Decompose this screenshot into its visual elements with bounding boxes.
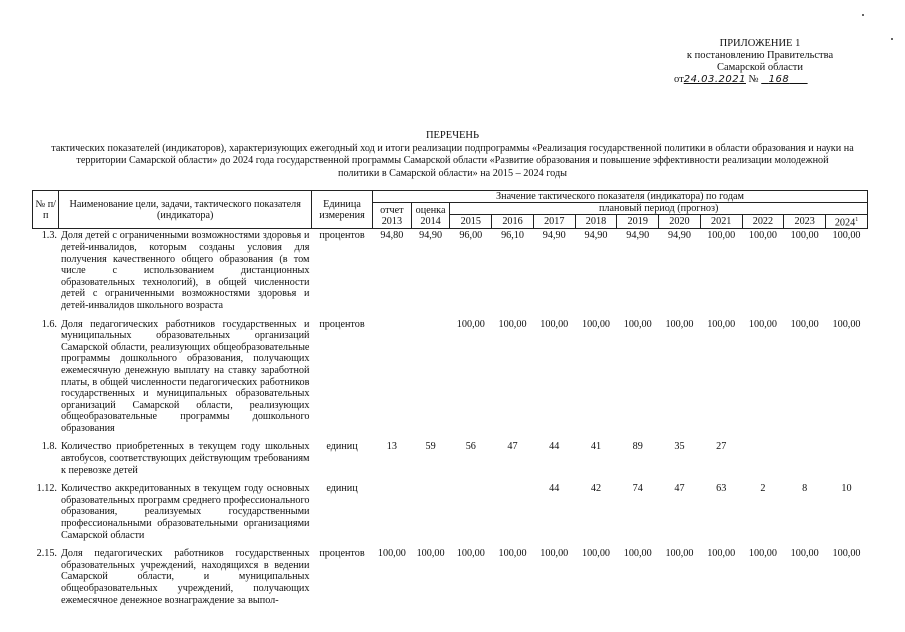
value-cell: 94,90 [668, 230, 691, 242]
value-cell: 100,00 [707, 230, 736, 242]
header-values-group: Значение тактического показателя (индикатора) по годам [373, 191, 868, 203]
row-number: 1.3. [41, 230, 57, 242]
header-num: № п/п [33, 191, 59, 229]
appendix-title: ПРИЛОЖЕНИЕ 1 [719, 38, 801, 49]
header-planned: плановый период (прогноз) [450, 203, 868, 215]
number-prefix: № [748, 74, 759, 85]
value-cell: 44 [549, 483, 560, 495]
appendix-line-region: Самарской области [717, 62, 803, 73]
table-body [33, 229, 868, 612]
value-cell: 100,00 [790, 318, 819, 330]
unit-cell: процентов [319, 548, 365, 560]
value-cell: 100,00 [790, 548, 819, 560]
table-row [33, 318, 868, 441]
scan-speck [891, 38, 893, 40]
value-cell: 8 [802, 483, 808, 495]
value-cell [373, 318, 412, 441]
value-cell: 96,00 [459, 230, 483, 242]
value-cell: 100,00 [665, 548, 694, 560]
value-cell: 94,90 [542, 230, 566, 242]
document-title [20, 130, 885, 180]
value-cell [411, 318, 450, 441]
value-cell: 100,00 [498, 318, 527, 330]
value-cell: 100,00 [456, 548, 485, 560]
value-cell: 100,00 [581, 548, 610, 560]
value-cell: 100,00 [707, 318, 736, 330]
value-cell: 100,00 [832, 548, 861, 560]
indicator-name: Доля педагогических работников государственных образовательных учреждений, находящихся в ведении Самарской области, и муниципальных общеобразовательных учреждений, получающих ежемесячное денежное вознаграждение за выпол- [60, 548, 310, 606]
header-year-label: 2019 [627, 216, 648, 228]
row-number: 1.8. [41, 441, 57, 453]
header-year-label: 2020 [669, 216, 690, 228]
header-year [784, 215, 826, 229]
row-number: 1.12. [36, 483, 57, 495]
indicator-name: Количество приобретенных в текущем году школьных автобусов, соответствующих действующим требованиям к перевозке детей [60, 441, 310, 476]
row-number: 2.15. [36, 548, 57, 560]
value-cell: 94,80 [380, 230, 404, 242]
header-year [826, 215, 868, 229]
appendix-date-line [660, 74, 860, 86]
value-cell: 59 [425, 441, 436, 453]
value-cell: 100,00 [832, 230, 861, 242]
value-cell: 94,90 [626, 230, 650, 242]
value-cell [784, 440, 826, 482]
value-cell: 100,00 [832, 318, 861, 330]
value-cell: 100,00 [540, 548, 569, 560]
footnote-mark: 1 [855, 217, 859, 223]
header-year [492, 215, 534, 229]
value-cell: 2 [760, 483, 766, 495]
value-cell [450, 482, 492, 547]
header-year [742, 215, 784, 229]
table-row [33, 547, 868, 612]
value-cell: 100,00 [707, 548, 736, 560]
appendix-line-resolution: к постановлению Правительства [686, 50, 834, 61]
unit-cell: процентов [319, 230, 365, 242]
value-cell: 63 [716, 483, 727, 495]
value-cell: 44 [549, 441, 560, 453]
value-cell: 10 [841, 483, 852, 495]
appendix-header [660, 38, 860, 86]
scan-speck [862, 14, 864, 16]
row-number: 1.6. [41, 318, 57, 330]
handwritten-date: 24.03.2021 [683, 74, 746, 85]
handwritten-number-value: 168 [768, 74, 790, 85]
table-row [33, 229, 868, 318]
value-cell: 56 [465, 441, 476, 453]
title-line-3: политики в Самарской области» на 2015 – 2024 годы [338, 167, 567, 179]
header-year-label: 2023 [794, 216, 815, 228]
header-estimate [411, 203, 450, 229]
title-heading: ПЕРЕЧЕНЬ [425, 130, 480, 141]
value-cell: 41 [590, 441, 602, 453]
value-cell [826, 440, 868, 482]
header-year-label: 2016 [502, 216, 523, 228]
date-prefix: от [674, 74, 684, 85]
indicator-name: Доля педагогических работников государственных и муниципальных образовательных организаций Самарской области, реализующих общеобразовательные программы дошкольного образования, получающих ежемесячную денежную выплату на ставку заработной платы, в общей численности педагогических работников государственных и муниципальных образовательных организаций Самарской области, реализующих общеобразовательные программы дошкольного образования [60, 318, 310, 434]
table-row [33, 482, 868, 547]
value-cell [742, 440, 784, 482]
value-cell: 100,00 [748, 318, 777, 330]
value-cell: 100,00 [665, 318, 694, 330]
header-year: 2013 [381, 215, 403, 227]
header-unit: Единица измерения [311, 191, 372, 229]
title-line-1: тактических показателей (индикаторов), характеризующих ежегодный ход и итоги реализации подпрограммы «Реализация государственной политики в области образования и науки на [51, 142, 854, 154]
header-report-label: отчет [380, 204, 404, 216]
header-year-label: 2015 [460, 216, 481, 228]
value-cell: 42 [590, 483, 602, 495]
header-name: Наименование цели, задачи, тактического показателя (индикатора) [59, 191, 312, 229]
header-year [617, 215, 659, 229]
header-year [700, 215, 742, 229]
unit-cell: процентов [319, 318, 365, 330]
value-cell [492, 482, 534, 547]
header-year-label: 2017 [544, 216, 565, 228]
header-year [450, 215, 492, 229]
header-year [659, 215, 701, 229]
value-cell: 100,00 [416, 548, 445, 560]
value-cell: 100,00 [581, 318, 610, 330]
header-year-label: 2018 [585, 216, 607, 228]
value-cell: 100,00 [540, 318, 569, 330]
value-cell: 100,00 [748, 548, 777, 560]
handwritten-number [761, 74, 807, 85]
header-year-label: 2024 [834, 217, 856, 229]
value-cell: 47 [507, 441, 518, 453]
value-cell: 100,00 [790, 230, 819, 242]
table-row [33, 440, 868, 482]
indicators-table [32, 190, 868, 612]
value-cell: 74 [632, 483, 643, 495]
value-cell: 94,90 [584, 230, 608, 242]
unit-cell: единиц [326, 441, 358, 453]
value-cell: 13 [386, 441, 397, 453]
value-cell: 35 [674, 441, 685, 453]
header-report [373, 203, 412, 229]
title-line-2: территории Самарской области» до 2024 года государственной программы Самарской области «Развитие образования и повышение эффективности реализации молодежной [76, 155, 829, 166]
value-cell: 89 [632, 441, 643, 453]
header-year-label: 2022 [752, 216, 774, 228]
value-cell: 27 [716, 441, 727, 453]
value-cell: 96,10 [501, 230, 524, 242]
indicator-name: Количество аккредитованных в текущем году основных образовательных программ среднего профессионального образования, реализуемых государственными профессиональными образовательными организациями Самарской области [60, 483, 310, 541]
header-year [575, 215, 617, 229]
value-cell: 47 [674, 483, 685, 495]
value-cell: 100,00 [748, 230, 777, 242]
header-estimate-label: оценка [415, 204, 446, 216]
indicator-name: Доля детей с ограниченными возможностями здоровья и детей-инвалидов, которым созданы условия для получения качественного общего образования (в том числе с использованием дистанционных образовательных технологий), в общей численности детей с ограниченными возможностями здоровья и детей-инвалидов школьного возраста [60, 230, 310, 311]
value-cell: 94,90 [419, 230, 443, 242]
header-year: 2014 [420, 215, 441, 227]
unit-cell: единиц [326, 483, 358, 495]
value-cell: 100,00 [456, 318, 485, 330]
header-year-label: 2021 [711, 216, 732, 228]
header-year [533, 215, 575, 229]
value-cell: 100,00 [377, 548, 406, 560]
value-cell: 100,00 [623, 318, 652, 330]
value-cell: 100,00 [498, 548, 527, 560]
value-cell: 100,00 [623, 548, 652, 560]
value-cell [411, 482, 450, 547]
value-cell [373, 482, 412, 547]
table-header [33, 191, 868, 229]
